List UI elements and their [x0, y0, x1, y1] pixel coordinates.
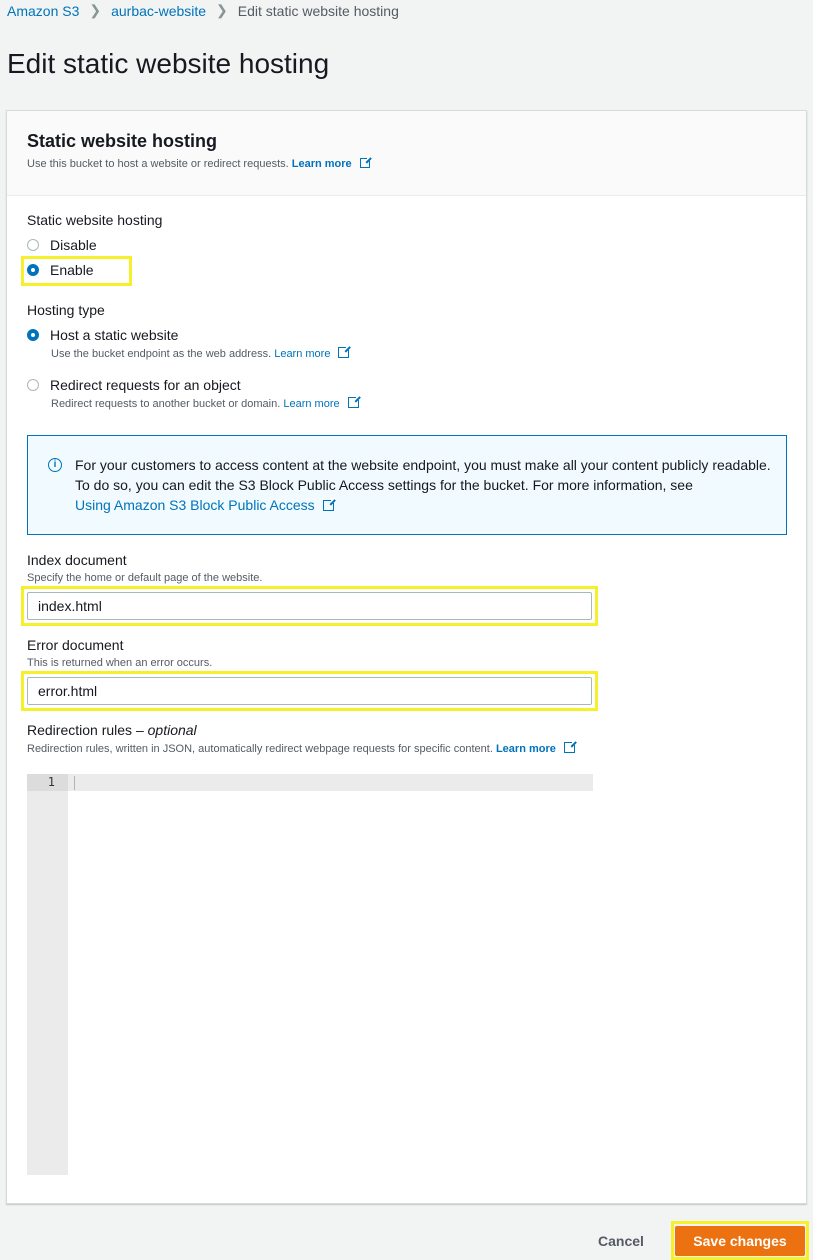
error-document-label: Error document	[27, 637, 124, 653]
info-icon: i	[48, 458, 62, 472]
index-document-label: Index document	[27, 552, 127, 568]
radio-circle[interactable]	[27, 239, 39, 251]
breadcrumb	[7, 2, 399, 19]
breadcrumb-current: Edit static website hosting	[237, 2, 399, 19]
cancel-button[interactable]: Cancel	[586, 1226, 656, 1256]
external-link-icon	[323, 500, 334, 511]
index-document-input[interactable]	[27, 592, 592, 620]
error-document-input[interactable]	[27, 677, 592, 705]
redirection-rules-desc: Redirection rules, written in JSON, automatically redirect webpage requests for specific content. Learn more	[27, 742, 575, 755]
external-link-icon	[360, 158, 370, 168]
index-document-desc: Specify the home or default page of the website.	[27, 572, 263, 584]
chevron-right-icon: ❯	[89, 2, 102, 18]
static-website-hosting-panel	[6, 110, 807, 1204]
radio-disable[interactable]: Disable	[27, 237, 97, 253]
external-link-icon	[564, 742, 575, 753]
editor-active-line[interactable]	[68, 774, 593, 791]
editor-gutter	[27, 774, 68, 1175]
host-static-website-desc: Use the bucket endpoint as the web address. Learn more	[51, 347, 349, 360]
breadcrumb-link-amazon-s3[interactable]: Amazon S3	[7, 2, 80, 19]
block-public-access-link[interactable]: Using Amazon S3 Block Public Access	[75, 497, 315, 513]
learn-more-link[interactable]: Learn more	[291, 158, 352, 170]
panel-description: Use this bucket to host a website or redirect requests. Learn more	[27, 158, 370, 170]
radio-redirect-requests[interactable]: Redirect requests for an object	[27, 377, 241, 393]
learn-more-link[interactable]: Learn more	[495, 743, 556, 755]
learn-more-link[interactable]: Learn more	[274, 348, 331, 360]
redirect-requests-desc: Redirect requests to another bucket or domain. Learn more	[51, 397, 359, 410]
redirection-rules-label: Redirection rules – optional	[27, 722, 197, 738]
radio-circle-selected[interactable]	[27, 264, 39, 276]
radio-circle-selected[interactable]	[27, 329, 39, 341]
hosting-label: Static website hosting	[27, 212, 163, 228]
info-text: For your customers to access content at the website endpoint, you must make all your content publicly readable. To do so, you can edit the S3 Block Public Access settings for the bucket. For more information, see Using Amazon S3 Block Public Access	[75, 457, 771, 513]
radio-host-static-website[interactable]: Host a static website	[27, 327, 178, 343]
redirection-rules-editor[interactable]	[27, 774, 593, 1175]
info-alert	[27, 435, 787, 535]
editor-cursor	[74, 776, 75, 790]
save-changes-button[interactable]: Save changes	[675, 1226, 805, 1256]
learn-more-link[interactable]: Learn more	[283, 398, 340, 410]
radio-enable[interactable]: Enable	[27, 262, 94, 278]
breadcrumb-link-bucket[interactable]: aurbac-website	[111, 2, 207, 19]
page-title: Edit static website hosting	[7, 48, 330, 79]
panel-title: Static website hosting	[27, 131, 218, 151]
error-document-desc: This is returned when an error occurs.	[27, 657, 213, 669]
hosting-type-label: Hosting type	[27, 302, 105, 318]
external-link-icon	[338, 347, 349, 358]
chevron-right-icon: ❯	[216, 2, 228, 18]
line-number: 1	[47, 775, 55, 789]
external-link-icon	[348, 397, 359, 408]
panel-header	[7, 111, 806, 196]
radio-circle[interactable]	[27, 379, 39, 391]
